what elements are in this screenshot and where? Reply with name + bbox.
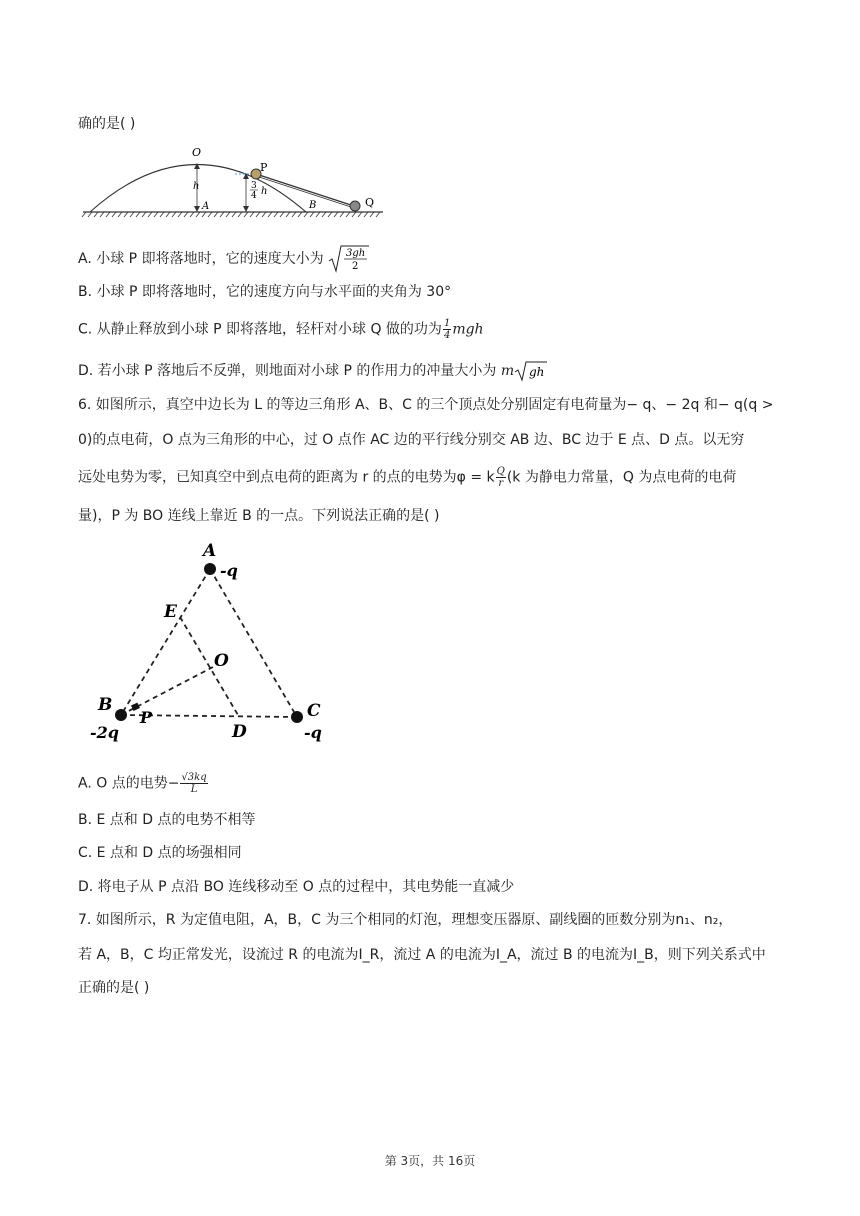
charge-c	[291, 711, 303, 723]
phi-fraction: $\frac{Q}{r}$	[496, 466, 505, 489]
sqrt-gh	[514, 360, 548, 382]
sqrt-3gh-over-2	[328, 244, 370, 274]
q5-option-d: D. 若小球 P 落地后不反弹，则地面对小球 P 的作用力的冲量大小为 m gh	[78, 360, 548, 382]
q7-stem-line-1: 7. 如图所示，R 为定值电阻，A，B，C 为三个相同的灯泡，理想变压器原、副线圈的匝数分别为n₁、n₂，	[78, 912, 733, 928]
side-ab	[121, 569, 210, 715]
label-a: A	[202, 201, 210, 212]
svg-text:gh: gh	[529, 365, 545, 379]
q6-triangle-figure	[80, 538, 340, 748]
side-ac	[210, 569, 297, 717]
label-c: C	[307, 701, 321, 721]
label-qc: -q	[304, 723, 322, 742]
label-frac-num: 3	[251, 181, 257, 191]
label-p: P	[140, 708, 153, 727]
q6-option-b: B. E 点和 D 点的电势不相等	[78, 812, 256, 828]
label-o: O	[214, 651, 229, 671]
page-footer: 第 3页，共 16页	[384, 1154, 476, 1168]
q6-stem-line-1: 6. 如图所示，真空中边长为 L 的等边三角形 A、B、C 的三个顶点处分别固定有电荷量为− q、− 2q 和− q(q >	[78, 397, 774, 413]
charge-b	[115, 709, 127, 721]
q6-option-d: D. 将电子从 P 点沿 BO 连线移动至 O 点的过程中，其电势能一直减少	[78, 879, 515, 895]
svg-text:2: 2	[352, 261, 359, 272]
svg-text:3gh: 3gh	[346, 248, 366, 259]
q5-figure	[78, 145, 388, 220]
q6-option-c: C. E 点和 D 点的场强相同	[78, 845, 242, 861]
label-e: E	[164, 602, 177, 622]
label-a: A	[203, 541, 217, 561]
q5-option-c: C. 从静止释放到小球 P 即将落地，轻杆对小球 Q 做的功为 $\frac{1}{4}$ mgh	[78, 318, 484, 341]
q6-stem-line-3: 远处电势为零，已知真空中到点电荷的距离为 r 的点的电势为φ = k $\frac{Q}{r}$ (k 为静电力常量，Q 为点电荷的电荷	[78, 466, 737, 489]
ball-q	[350, 201, 360, 211]
q6-option-a: A. O 点的电势− $\frac{√3kq}{L}$	[78, 772, 207, 795]
label-h: h	[193, 181, 200, 192]
label-qb: -2q	[90, 723, 119, 742]
q6-stem-line-4: 量)，P 为 BO 连线上靠近 B 的一点。下列说法正确的是( )	[78, 508, 440, 524]
light-rod	[256, 174, 354, 206]
q5-stem-tail: 确的是( )	[78, 116, 136, 132]
label-o: O	[192, 146, 202, 159]
label-q: Q	[365, 196, 375, 209]
label-b: B	[98, 695, 113, 715]
q7-stem-line-3: 正确的是( )	[78, 980, 150, 996]
q7-stem-line-2: 若 A，B，C 均正常发光，设流过 R 的电流为I_R，流过 A 的电流为I_A，流过 B 的电流为I_B，则下列关系式中	[78, 947, 766, 963]
label-qa: -q	[220, 561, 238, 580]
q5-option-b: B. 小球 P 即将落地时，它的速度方向与水平面的夹角为 30°	[78, 284, 452, 300]
charge-a	[204, 563, 216, 575]
line-ed	[180, 617, 238, 715]
label-frac-den: 4	[251, 191, 257, 201]
q6-stem-line-2: 0)的点电荷，O 点为三角形的中心，过 O 点作 AC 边的平行线分别交 AB 边、BC 边于 E 点、D 点。以无穷	[78, 432, 745, 448]
label-b: B	[309, 200, 317, 211]
label-d: D	[232, 722, 247, 742]
label-p: P	[260, 161, 268, 174]
q5-option-a: A. 小球 P 即将落地时，它的速度大小为 3gh 2	[78, 244, 370, 274]
label-h2: h	[261, 186, 268, 197]
